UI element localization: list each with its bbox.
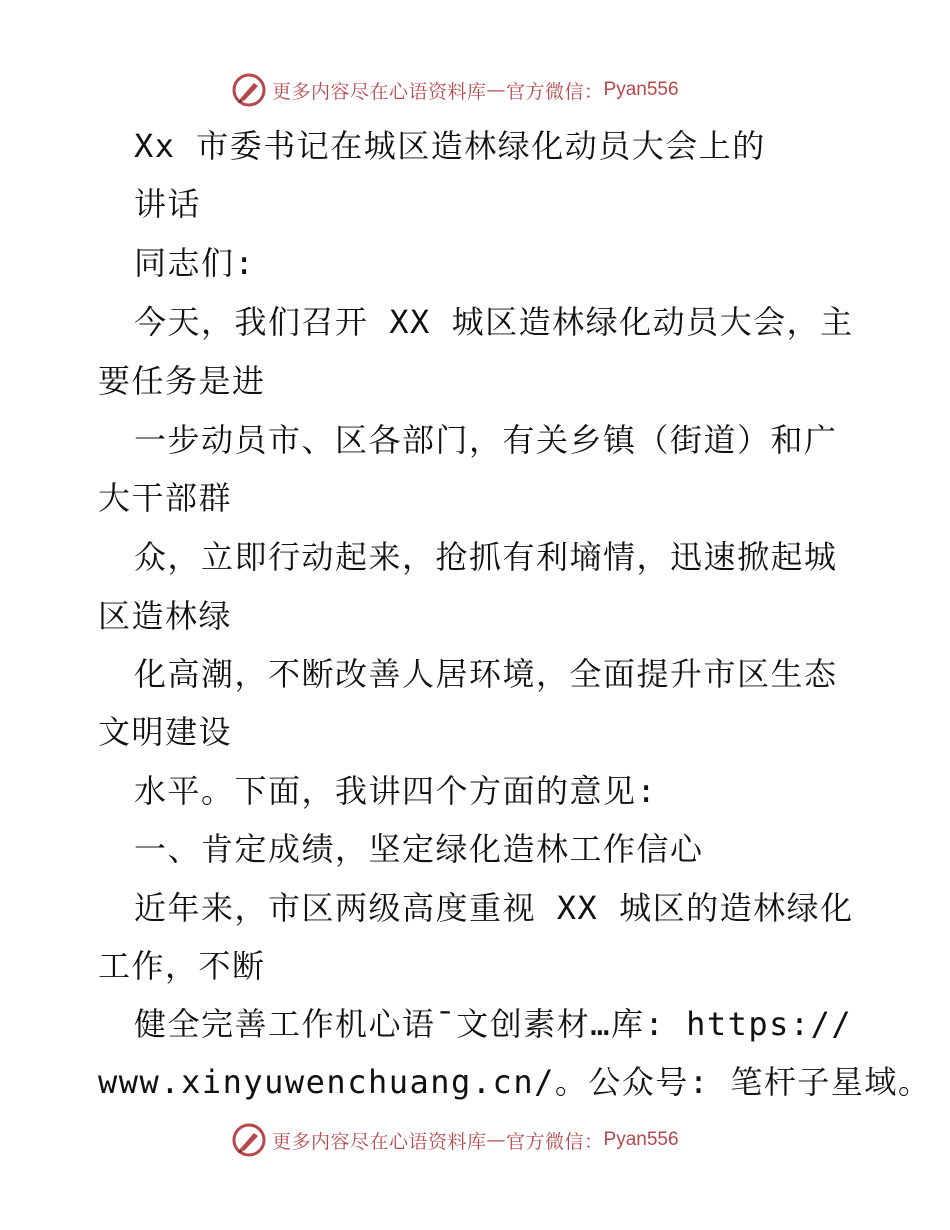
banner-wechat-label: 官方微信： [506,80,604,103]
text-line: 健全完善工作机心语¯文创素材…库: https:// [134,1005,853,1043]
text-line: 区造林绿 [98,597,233,635]
banner-separator: — [486,1129,507,1151]
text-line: 近年来，市区两级高度重视 XX 城区的造林绿化 [134,889,854,927]
banner-wechat-label: 官方微信： [506,1130,604,1153]
text-line: 众，立即行动起来，抢抓有利墒情，迅速掀起城 [134,538,838,576]
salutation: 同志们: [134,244,256,282]
pen-logo-icon [232,73,266,107]
text-line: 工作，不断 [98,947,266,985]
banner-slogan: 更多内容尽在心语资料库 [272,1130,487,1153]
title-line-1: Xx 市委书记在城区造林绿化动员大会上的 [134,127,766,165]
pen-logo-icon [232,1123,266,1157]
footer-watermark-banner [232,1120,679,1160]
text-line: 要任务是进 [98,362,266,400]
banner-separator: — [486,79,507,101]
text-line: 大干部群 [98,479,233,517]
section-heading: 一、肯定成绩，坚定绿化造林工作信心 [134,830,704,868]
title-line-2: 讲话 [134,185,202,223]
text-line: 水平。下面，我讲四个方面的意见: [134,772,658,810]
banner-wechat-id: Pyan556 [603,79,679,100]
text-line: 一步动员市、区各部门，有关乡镇（街道）和广 [134,421,838,459]
text-line: 化高潮，不断改善人居环境，全面提升市区生态 [134,655,838,693]
text-line: 文明建设 [98,713,233,751]
header-watermark-banner [232,70,679,110]
banner-wechat-id: Pyan556 [603,1129,679,1150]
banner-slogan: 更多内容尽在心语资料库 [272,80,487,103]
text-line: www.xinyuwenchuang.cn/。公众号: 笔杆子星域。 [98,1063,932,1101]
text-line: 今天，我们召开 XX 城区造林绿化动员大会，主 [134,303,854,341]
